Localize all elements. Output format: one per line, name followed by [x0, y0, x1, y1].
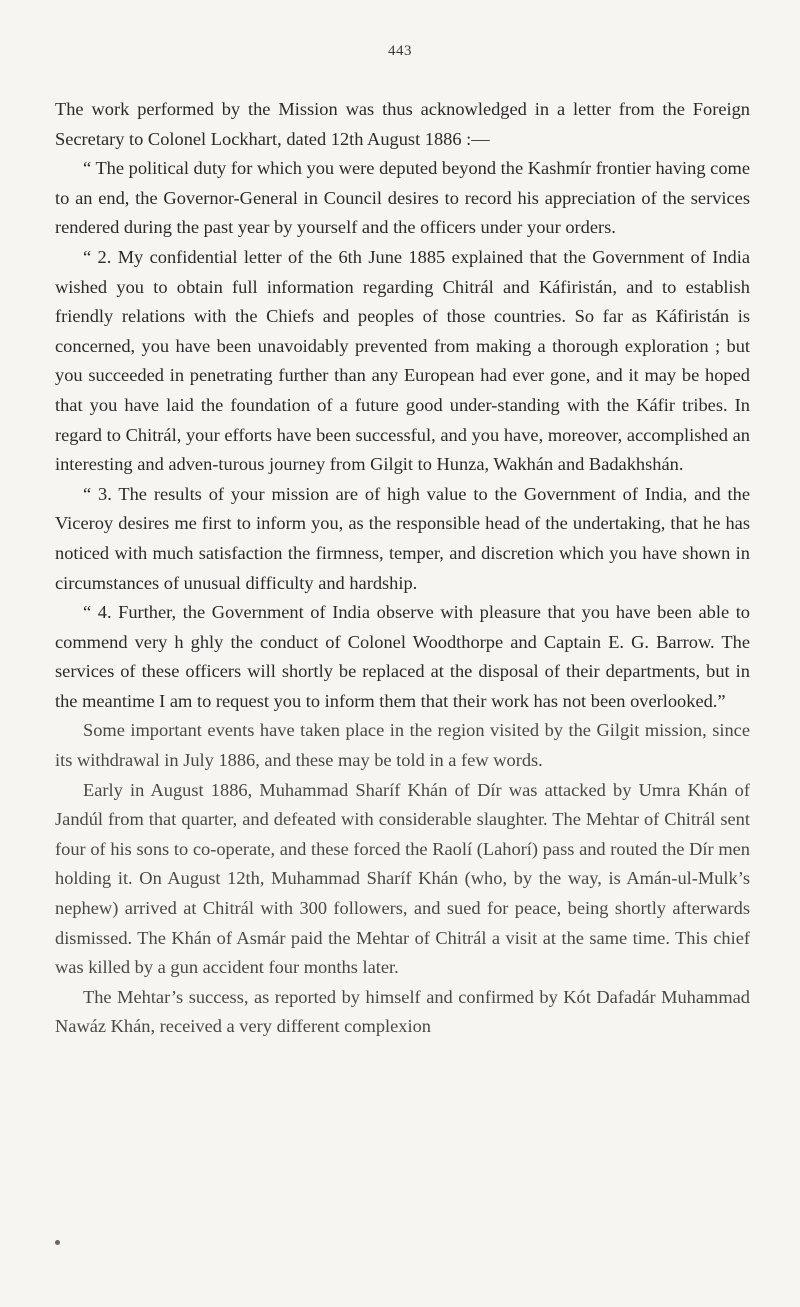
paragraph-letter-1: “ The political duty for which you were deputed beyond the Kashmír frontier having come to an end, the Governor-General in Council desires to record his appreciation of the services rendered during the past year by yourself and the officers under your orders. [55, 158, 750, 238]
paragraph-letter-3: “ 3. The results of your mission are of high value to the Government of India, and the Viceroy desires me first to inform you, as the responsible head of the undertaking, that he has noticed with much satisfaction the firmness, temper, and discretion which you have shown in circumstances of unusual difficulty and hardship. [55, 483, 750, 593]
paragraph-events: Some important events have taken place in the region visited by the Gilgit mission, since its withdrawal in July 1886, and these may be told in a few words. [55, 720, 750, 771]
page-number: 443 [388, 43, 412, 59]
body-text [55, 95, 750, 1042]
ink-spot [55, 1240, 60, 1245]
paragraph-mehtar-success: The Mehtar’s success, as reported by himself and confirmed by Kót Dafadár Muhammad Nawáz Khán, received a very different complexion [55, 986, 750, 1037]
paragraph-august-1886: Early in August 1886, Muhammad Sharíf Khán of Dír was attacked by Umra Khán of Jandúl from that quarter, and defeated with considerable slaughter. The Mehtar of Chitrál sent four of his sons to co-operate, and these forced the Raolí (Lahorí) pass and routed the Dír men holding it. On August 12th, Muhammad Sharíf Khán (who, by the way, is Amán-ul-Mulk’s nephew) arrived at Chitrál with 300 followers, and sued for peace, being shortly afterwards dismissed. The Khán of Asmár paid the Mehtar of Chitrál a visit at the same time. This chief was killed by a gun accident four months later. [55, 779, 750, 978]
paragraph-letter-4: “ 4. Further, the Government of India observe with pleasure that you have been able to commend very h ghly the conduct of Colonel Woodthorpe and Captain E. G. Barrow. The services of these officers will shortly be replaced at the disposal of their departments, but in the meantime I am to request you to inform them that their work has not been overlooked.” [55, 602, 750, 711]
paragraph-letter-2: “ 2. My confidential letter of the 6th June 1885 explained that the Government of India wished you to obtain full information regarding Chitrál and Káfiristán, and to establish friendly relations with the Chiefs and peoples of those countries. So far as Káfiristán is concerned, you have been unavoidably prevented from making a thorough exploration ; but you succeeded in penetrating further than any European had ever gone, and it may be hoped that you have laid the foundation of a future good under-standing with the Káfir tribes. In regard to Chitrál, your efforts have been successful, and you have, moreover, accomplished an interesting and adven-turous journey from Gilgit to Hunza, Wakhán and Badakhshán. [55, 246, 750, 475]
paragraph-intro: The work performed by the Mission was thus acknowledged in a letter from the Foreign Secretary to Colonel Lockhart, dated 12th August 1886 :— [55, 99, 750, 149]
